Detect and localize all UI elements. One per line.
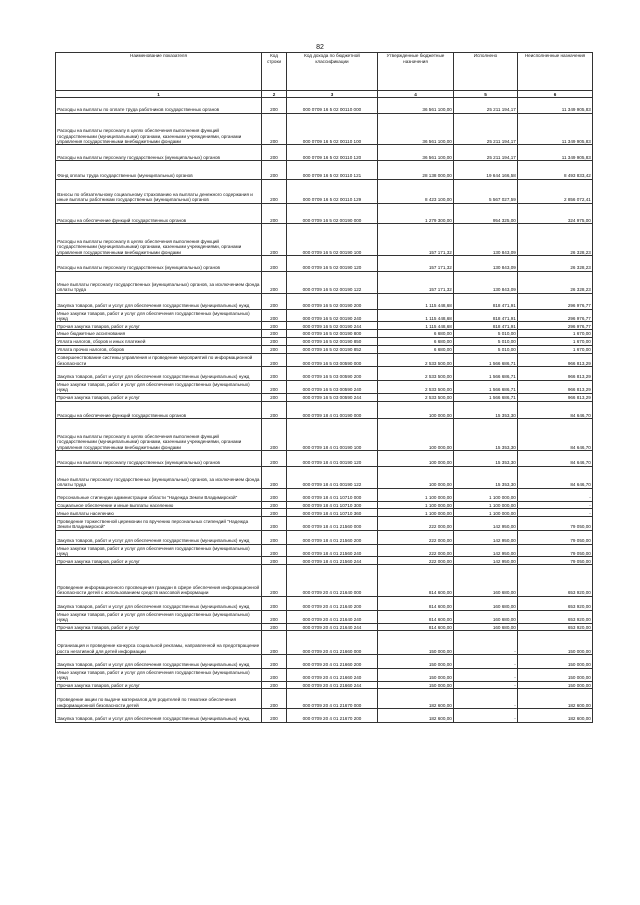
row-name: Иные закупки товаров, работ и услуг для обеспечения государственных (муниципальных) нужд [56,381,262,394]
row-name: Проведение торжественной церемонии по вручению персональных стипендий "Надежда Земли Владимирской" [56,517,262,531]
table-row [56,272,593,294]
row-classification-code: 000 0709 16 5 02 00190 244 [287,322,378,330]
row-remaining: 1 670,00 [518,337,593,345]
row-name: Расходы на выплаты персоналу государственных (муниципальных) органов [56,451,262,467]
row-approved: 100 000,00 [378,419,454,451]
row-line-code: 200 [262,272,287,294]
row-approved: 2 533 500,00 [378,367,454,381]
table-row [56,509,593,517]
row-remaining: 26 328,23 [518,272,593,294]
row-classification-code: 000 0709 20 4 01 21640 000 [287,565,378,597]
row-executed: 818 471,91 [454,293,518,309]
row-executed: 160 680,00 [454,597,518,611]
table-row [56,631,593,655]
row-line-code: 200 [262,330,287,338]
row-line-code: 200 [262,466,287,488]
row-classification-code: 000 0709 20 4 01 21660 000 [287,631,378,655]
row-classification-code: 000 0709 16 5 02 00110 100 [287,113,378,145]
table-row [56,145,593,161]
row-executed: 5 010,00 [454,337,518,345]
table-row [56,256,593,272]
row-approved: 222 000,00 [378,530,454,544]
row-line-code: 200 [262,309,287,322]
table-row [56,161,593,180]
row-name: Прочая закупка товаров, работ и услуг [56,681,262,689]
row-line-code: 200 [262,381,287,394]
row-name: Расходы на выплаты по оплате труда работников государственных органов [56,97,262,113]
row-executed: 25 211 194,17 [454,145,518,161]
row-executed: 130 843,09 [454,224,518,256]
row-executed: - [454,668,518,681]
row-classification-code: 000 0709 16 5 02 00190 120 [287,256,378,272]
row-approved: 182 600,00 [378,689,454,709]
row-executed: 19 644 166,58 [454,161,518,180]
row-name: Закупка товаров, работ и услуг для обеспечения государственных (муниципальных) нужд [56,597,262,611]
table-row [56,451,593,467]
row-classification-code: 000 0709 18 4 01 00190 120 [287,451,378,467]
row-remaining: 1 670,00 [518,345,593,353]
row-executed: 5 010,00 [454,330,518,338]
row-classification-code: 000 0709 16 5 02 00110 000 [287,97,378,113]
row-remaining: 966 813,29 [518,353,593,367]
row-approved: 1 100 000,00 [378,501,454,509]
row-line-code: 200 [262,401,287,419]
table-row [56,393,593,401]
row-executed: 1 566 686,71 [454,393,518,401]
row-approved: 1 100 000,00 [378,488,454,501]
table-row [56,401,593,419]
table-row [56,345,593,353]
row-line-code: 200 [262,501,287,509]
row-name: Закупка товаров, работ и услуг для обеспечения государственных (муниципальных) нужд [56,530,262,544]
row-classification-code: 000 0709 20 4 01 21640 244 [287,623,378,631]
row-remaining: 150 000,00 [518,655,593,669]
row-name: Прочая закупка товаров, работ и услуг [56,393,262,401]
row-name: Проведение акции по выдаче материалов для родителей по тематике обеспечения информационной безопасности детей [56,689,262,709]
row-name: Иные выплаты персоналу государственных (муниципальных) органов, за исключением фонда оплаты труда [56,272,262,294]
row-approved: 814 600,00 [378,597,454,611]
row-line-code: 200 [262,393,287,401]
header-remaining: Неисполненные назначения [518,53,593,91]
row-name: Уплата прочих налогов, сборов [56,345,262,353]
row-approved: 100 000,00 [378,401,454,419]
row-line-code: 200 [262,345,287,353]
budget-execution-table [55,52,593,723]
row-name: Проведение информационного просвещения граждан в сфере обеспечения информационной безопасности детей с использованием средств массовой информации [56,565,262,597]
table-row [56,668,593,681]
table-row [56,655,593,669]
row-line-code: 200 [262,557,287,565]
row-line-code: 200 [262,668,287,681]
row-line-code: 200 [262,565,287,597]
row-classification-code: 000 0709 16 5 03 00590 240 [287,381,378,394]
row-approved: 1 100 000,00 [378,509,454,517]
row-approved: 1 279 300,00 [378,203,454,224]
row-name: Иные закупки товаров, работ и услуг для обеспечения государственных (муниципальных) нужд [56,668,262,681]
row-executed: - [454,655,518,669]
row-approved: 100 000,00 [378,451,454,467]
row-line-code: 200 [262,293,287,309]
row-executed: 142 950,00 [454,557,518,565]
header-approved: Утвержденные бюджетные назначения [378,53,454,91]
header-classification-code: Код дохода по бюджетной классификации [287,53,378,91]
row-classification-code: 000 0709 18 4 01 21560 000 [287,517,378,531]
row-line-code: 200 [262,509,287,517]
row-line-code: 200 [262,610,287,623]
row-line-code: 200 [262,623,287,631]
row-approved: 814 600,00 [378,565,454,597]
row-classification-code: 000 0709 16 5 02 00190 850 [287,337,378,345]
row-classification-code: 000 0709 16 5 02 00190 122 [287,272,378,294]
row-approved: 36 561 100,00 [378,113,454,145]
column-number: 6 [518,90,593,97]
row-name: Иные закупки товаров, работ и услуг для обеспечения государственных (муниципальных) нужд [56,544,262,557]
row-classification-code: 000 0709 20 4 01 21670 200 [287,709,378,723]
row-name: Расходы на выплаты персоналу в целях обеспечения выполнения функций государственными (муниципальными) органами, казенными учреждениями, органами управления государственными внебюджетными фондами [56,419,262,451]
row-line-code: 200 [262,451,287,467]
row-approved: 36 561 100,00 [378,97,454,113]
row-approved: 36 561 100,00 [378,145,454,161]
row-name: Расходы на выплаты персоналу государственных (муниципальных) органов [56,256,262,272]
row-executed: 818 471,91 [454,309,518,322]
row-approved: 150 000,00 [378,668,454,681]
row-executed: 1 566 686,71 [454,353,518,367]
row-approved: 150 000,00 [378,655,454,669]
header-line-code: Код строки [262,53,287,91]
row-executed: 1 566 686,71 [454,381,518,394]
row-line-code: 200 [262,655,287,669]
row-classification-code: 000 0709 16 5 03 00590 200 [287,367,378,381]
row-approved: 1 115 448,68 [378,322,454,330]
row-remaining: - [518,509,593,517]
table-row [56,530,593,544]
row-classification-code: 000 0709 16 5 03 00590 244 [287,393,378,401]
row-name: Закупка товаров, работ и услуг для обеспечения государственных (муниципальных) нужд [56,709,262,723]
row-line-code: 200 [262,681,287,689]
table-row [56,597,593,611]
row-remaining: 26 328,23 [518,256,593,272]
row-approved: 6 680,00 [378,330,454,338]
row-line-code: 200 [262,488,287,501]
row-name: Иные бюджетные ассигнования [56,330,262,338]
column-number: 5 [454,90,518,97]
table-row [56,466,593,488]
row-remaining: 653 920,00 [518,623,593,631]
row-executed: - [454,631,518,655]
row-classification-code: 000 0709 18 4 01 21560 200 [287,530,378,544]
table-row [56,517,593,531]
table-row [56,419,593,451]
header-row [56,53,593,91]
row-line-code: 200 [262,517,287,531]
row-approved: 222 000,00 [378,544,454,557]
row-line-code: 200 [262,322,287,330]
row-name: Расходы на выплаты персоналу в целях обеспечения выполнения функций государственными (муниципальными) органами, казенными учреждениями, органами управления государственными внебюджетными фондами [56,224,262,256]
row-executed: 1 100 000,00 [454,488,518,501]
row-name: Иные выплаты персоналу государственных (муниципальных) органов, за исключением фонда оплаты труда [56,466,262,488]
row-approved: 2 533 500,00 [378,353,454,367]
row-classification-code: 000 0709 18 4 01 21560 240 [287,544,378,557]
row-executed: 5 010,00 [454,345,518,353]
row-approved: 1 115 448,68 [378,293,454,309]
row-approved: 100 000,00 [378,466,454,488]
row-approved: 157 171,32 [378,224,454,256]
row-approved: 157 171,32 [378,272,454,294]
row-name: Прочая закупка товаров, работ и услуг [56,322,262,330]
row-classification-code: 000 0709 20 4 01 21640 200 [287,597,378,611]
row-name: Расходы на выплаты персоналу государственных (муниципальных) органов [56,145,262,161]
row-classification-code: 000 0709 18 4 01 10710 360 [287,509,378,517]
row-classification-code: 000 0709 20 4 01 21660 244 [287,681,378,689]
row-approved: 157 171,32 [378,256,454,272]
row-approved: 150 000,00 [378,631,454,655]
row-remaining: 150 000,00 [518,668,593,681]
row-remaining: 11 349 905,83 [518,97,593,113]
row-line-code: 200 [262,367,287,381]
row-name: Расходы на обеспечение функций государственных органов [56,401,262,419]
row-remaining: 966 813,29 [518,393,593,401]
row-executed: 1 100 000,00 [454,501,518,509]
column-number: 2 [262,90,287,97]
table-row [56,681,593,689]
row-approved: 2 533 500,00 [378,381,454,394]
table-row [56,623,593,631]
row-remaining: 653 920,00 [518,610,593,623]
row-approved: 222 000,00 [378,517,454,531]
table-row [56,322,593,330]
row-approved: 814 600,00 [378,610,454,623]
row-remaining: 11 349 905,83 [518,145,593,161]
column-number-row [56,90,593,97]
row-name: Уплата налогов, сборов и иных платежей [56,337,262,345]
row-line-code: 200 [262,597,287,611]
row-approved: 28 138 000,00 [378,161,454,180]
row-classification-code: 000 0709 18 4 01 00190 000 [287,401,378,419]
row-remaining: 1 670,00 [518,330,593,338]
row-line-code: 200 [262,256,287,272]
row-approved: 150 000,00 [378,681,454,689]
row-approved: 8 423 100,00 [378,179,454,203]
row-remaining: - [518,501,593,509]
table-row [56,113,593,145]
table-row [56,381,593,394]
row-name: Расходы на обеспечение функций государственных органов [56,203,262,224]
row-executed: 142 950,00 [454,530,518,544]
row-line-code: 200 [262,419,287,451]
row-classification-code: 000 0709 18 4 01 21560 244 [287,557,378,565]
row-remaining: 653 920,00 [518,597,593,611]
column-number: 3 [287,90,378,97]
row-classification-code: 000 0709 20 4 01 21660 240 [287,668,378,681]
row-line-code: 200 [262,161,287,180]
row-executed: 142 950,00 [454,517,518,531]
row-classification-code: 000 0709 20 4 01 21670 000 [287,689,378,709]
row-line-code: 200 [262,530,287,544]
table-body [56,97,593,722]
row-classification-code: 000 0709 16 5 02 00110 129 [287,179,378,203]
row-line-code: 200 [262,179,287,203]
row-line-code: 200 [262,224,287,256]
row-remaining: 2 856 072,41 [518,179,593,203]
row-approved: 1 115 448,68 [378,309,454,322]
row-classification-code: 000 0709 20 4 01 21640 240 [287,610,378,623]
row-line-code: 200 [262,353,287,367]
row-classification-code: 000 0709 18 4 01 10710 300 [287,501,378,509]
row-remaining: 84 646,70 [518,451,593,467]
table-row [56,353,593,367]
row-remaining: 653 920,00 [518,565,593,597]
row-name: Закупка товаров, работ и услуг для обеспечения государственных (муниципальных) нужд [56,655,262,669]
row-executed: 15 353,30 [454,451,518,467]
table-row [56,203,593,224]
row-line-code: 200 [262,97,287,113]
row-classification-code: 000 0709 16 5 02 00110 120 [287,145,378,161]
row-classification-code: 000 0709 16 5 02 00110 121 [287,161,378,180]
header-name: Наименование показателя [56,53,262,91]
column-number: 1 [56,90,262,97]
row-name: Закупка товаров, работ и услуг для обеспечения государственных (муниципальных) нужд [56,293,262,309]
table-row [56,557,593,565]
header-executed: Исполнено [454,53,518,91]
row-name: Прочая закупка товаров, работ и услуг [56,557,262,565]
row-executed: 142 950,00 [454,544,518,557]
page-number: 82 [316,44,324,51]
row-line-code: 200 [262,145,287,161]
row-name: Персональные стипендии администрации области "Надежда Земли Владимирской" [56,488,262,501]
row-remaining: 324 975,00 [518,203,593,224]
row-remaining: 79 050,00 [518,544,593,557]
row-classification-code: 000 0709 16 5 03 00590 000 [287,353,378,367]
row-remaining: 296 976,77 [518,309,593,322]
row-executed: - [454,681,518,689]
table-row [56,337,593,345]
row-approved: 6 680,00 [378,345,454,353]
table-row [56,544,593,557]
row-line-code: 200 [262,544,287,557]
row-executed: 5 567 027,59 [454,179,518,203]
row-name: Взносы по обязательному социальному страхованию на выплаты денежного содержания и иные выплаты работникам государственных (муниципальных) органов [56,179,262,203]
row-classification-code: 000 0709 18 4 01 10710 000 [287,488,378,501]
row-name: Расходы на выплаты персоналу в целях обеспечения выполнения функций государственными (муниципальными) органами, казенными учреждениями, органами управления государственными внебюджетными фондами [56,113,262,145]
row-remaining: 966 813,29 [518,381,593,394]
row-line-code: 200 [262,709,287,723]
table-row [56,501,593,509]
row-line-code: 200 [262,631,287,655]
row-name: Социальное обеспечение и иные выплаты населению [56,501,262,509]
row-remaining: 296 976,77 [518,322,593,330]
row-remaining: 79 050,00 [518,530,593,544]
row-name: Совершенствование системы управления и проведение мероприятий по информационной безопасности [56,353,262,367]
table-row [56,179,593,203]
row-line-code: 200 [262,113,287,145]
table-row [56,97,593,113]
table-row [56,709,593,723]
row-remaining: 182 600,00 [518,689,593,709]
row-classification-code: 000 0709 16 5 02 00190 100 [287,224,378,256]
row-approved: 222 000,00 [378,557,454,565]
row-classification-code: 000 0709 18 4 01 00190 100 [287,419,378,451]
row-executed: - [454,709,518,723]
row-classification-code: 000 0709 16 5 02 00190 800 [287,330,378,338]
row-remaining: 84 646,70 [518,466,593,488]
row-remaining: 11 349 905,83 [518,113,593,145]
row-approved: 2 533 500,00 [378,393,454,401]
table-row [56,367,593,381]
row-executed: - [454,689,518,709]
row-executed: 15 353,30 [454,419,518,451]
row-classification-code: 000 0709 20 4 01 21660 200 [287,655,378,669]
row-name: Иные закупки товаров, работ и услуг для обеспечения государственных (муниципальных) нужд [56,309,262,322]
row-remaining: 79 050,00 [518,517,593,531]
column-number: 4 [378,90,454,97]
row-remaining: 26 328,23 [518,224,593,256]
row-line-code: 200 [262,337,287,345]
row-executed: 1 566 686,71 [454,367,518,381]
row-executed: 15 353,30 [454,401,518,419]
table-row [56,689,593,709]
row-remaining: 182 600,00 [518,709,593,723]
row-executed: 818 471,91 [454,322,518,330]
row-remaining: 150 000,00 [518,631,593,655]
table-row [56,309,593,322]
row-approved: 6 680,00 [378,337,454,345]
row-remaining: 150 000,00 [518,681,593,689]
table-row [56,330,593,338]
row-executed: 25 211 194,17 [454,97,518,113]
table-row [56,565,593,597]
row-executed: 15 353,30 [454,466,518,488]
row-name: Фонд оплаты труда государственных (муниципальных) органов [56,161,262,180]
row-line-code: 200 [262,203,287,224]
row-executed: 954 325,00 [454,203,518,224]
row-executed: 25 211 194,17 [454,113,518,145]
row-executed: 160 680,00 [454,565,518,597]
table-row [56,293,593,309]
row-remaining: 8 493 833,42 [518,161,593,180]
row-executed: 1 100 000,00 [454,509,518,517]
row-classification-code: 000 0709 18 4 01 00190 122 [287,466,378,488]
row-name: Прочая закупка товаров, работ и услуг [56,623,262,631]
row-remaining: - [518,488,593,501]
row-executed: 130 843,09 [454,272,518,294]
row-classification-code: 000 0709 16 5 02 00190 200 [287,293,378,309]
row-name: Иные выплаты населению [56,509,262,517]
row-executed: 160 680,00 [454,610,518,623]
row-approved: 182 600,00 [378,709,454,723]
row-name: Закупка товаров, работ и услуг для обеспечения государственных (муниципальных) нужд [56,367,262,381]
row-line-code: 200 [262,689,287,709]
row-classification-code: 000 0709 16 5 02 00190 852 [287,345,378,353]
row-classification-code: 000 0709 16 5 02 00190 240 [287,309,378,322]
row-remaining: 84 646,70 [518,419,593,451]
row-approved: 814 600,00 [378,623,454,631]
row-remaining: 296 976,77 [518,293,593,309]
table-row [56,488,593,501]
row-remaining: 966 813,29 [518,367,593,381]
row-classification-code: 000 0709 16 5 02 00190 000 [287,203,378,224]
row-executed: 160 680,00 [454,623,518,631]
table-row [56,224,593,256]
row-remaining: 79 050,00 [518,557,593,565]
row-remaining: 84 646,70 [518,401,593,419]
table-row [56,610,593,623]
row-name: Иные закупки товаров, работ и услуг для обеспечения государственных (муниципальных) нужд [56,610,262,623]
row-executed: 130 843,09 [454,256,518,272]
row-name: Организация и проведение конкурса социальной рекламы, направленной на предотвращение роста негативной для детей информации [56,631,262,655]
